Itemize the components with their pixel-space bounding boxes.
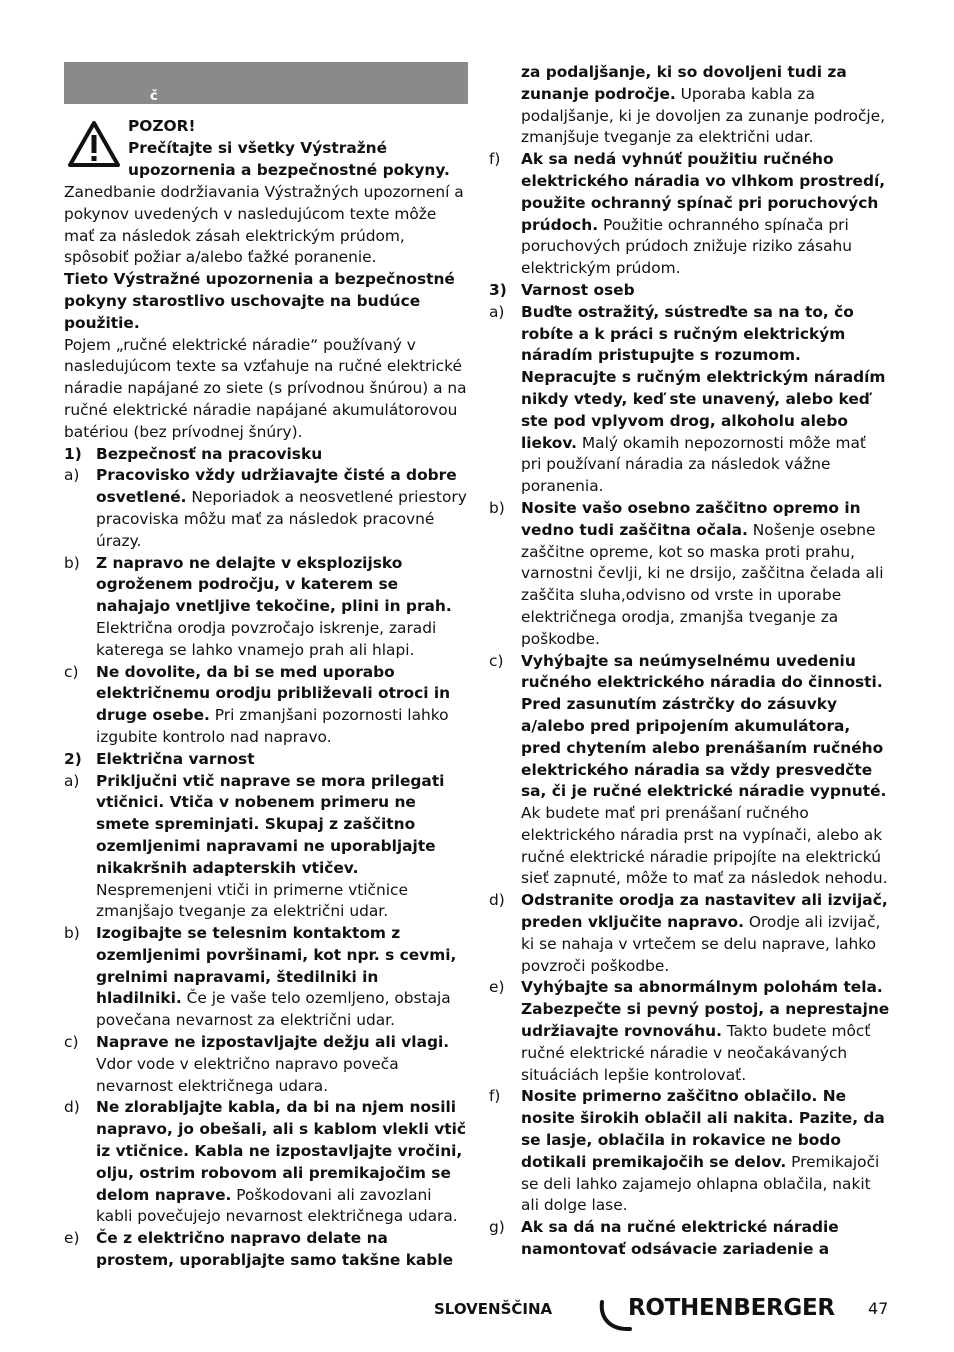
warning-triangle-icon (68, 120, 120, 168)
section-title: Bezpečnosť na pracovisku (96, 444, 323, 463)
item-text: Če je vaše telo ozemljeno, obstaja povečana nevarnost za električni udar. (96, 989, 451, 1030)
list-item (489, 651, 891, 891)
list-marker: f) (489, 150, 501, 169)
section-header-bar (64, 62, 468, 104)
list-marker: b) (489, 498, 505, 517)
section-3-heading (489, 280, 891, 302)
list-marker: e) (489, 978, 505, 997)
item-bold-text: Pracovisko vždy udržiavajte čisté a dobre osvetlené. (96, 466, 457, 507)
list-item (489, 977, 891, 1086)
item-bold-text: Nosite vašo osebno zaščitno opremo in vedno tudi zaščitna očala. (521, 498, 861, 539)
section-1-heading (64, 444, 468, 466)
list-item (489, 149, 891, 280)
page-number: 47 (868, 1299, 889, 1318)
list-item (64, 465, 468, 552)
footer-language: SLOVENŠČINA (434, 1300, 553, 1318)
list-marker: c) (64, 1033, 79, 1052)
item-text: Poškodovani ali zavozlani kabli povečujejo nevarnost električnega udara. (96, 1185, 458, 1226)
section-number: 1) (64, 444, 82, 463)
section-2-list (64, 771, 468, 1272)
section-1-list (64, 465, 468, 748)
item-text: Premikajoči se deli lahko zajamejo ohlapna oblačila, nakit ali dolge lase. (521, 1152, 880, 1215)
section-title: Varnost oseb (521, 280, 635, 299)
item-text: Použitie ochranného spínača pri poruchových prúdoch znižuje riziko zásahu elektrickým prúdom. (521, 215, 853, 278)
intro-paragraph-3: Pojem „ručné elektrické náradie“ používaný v nasledujúcom texte sa vzťahuje na ručné elektrické náradie napájané zo siete (s prívodnou šnúrou) a na ručné elektrické náradie napájané akumulátorovou batériou (bez prívodnej šnúry). (64, 335, 467, 441)
list-marker: e) (64, 1229, 80, 1248)
item-text: Takto budete môcť ručné elektrické náradie v neočakávaných situáciách lepšie kontrolovať. (521, 1022, 871, 1084)
item-text: Pri zmanjšani pozornosti lahko izgubite kontrolo nad napravo. (96, 706, 449, 746)
item-text: Malý okamih nepozornosti môže mať pri používaní náradia za následok vážne poranenia. (521, 433, 866, 496)
section-header-label: č (150, 89, 158, 104)
list-item (64, 923, 468, 1032)
left-column (64, 62, 468, 1272)
list-marker: a) (64, 771, 80, 790)
item-bold-text: Ak sa nedá vyhnúť použitiu ručného elektrického náradia vo vlhkom prostredí, použite ochranný spínač pri poruchových prúdoch. (521, 150, 886, 234)
warning-block (64, 116, 468, 182)
item-bold-text: Če z električno napravo delate na prostem, uporabljajte samo takšne kable (96, 1229, 454, 1270)
item-bold-text: Z napravo ne delajte v eksplozijsko ogroženem področju, v katerem se nahajajo vnetljive tekočine, plini in prah. (96, 553, 452, 616)
item-bold-text: Vyhýbajte sa abnormálnym polohám tela. Zabezpečte si pevný postoj, a neprestajne udržiavajte rovnováhu. (521, 978, 890, 1041)
item-text: Uporaba kabla za podaljšanje, ki je dovoljen za zunanje področje, zmanjšuje tveganje za električni udar. (521, 84, 886, 147)
list-item (64, 1228, 468, 1272)
item-bold-text: Nosite primerno zaščitno oblačilo. Ne nosite širokih oblačil ali nakita. Pazite, da se lasje, oblačila in rokavice ne bodo dotikali premikajočih se delov. (521, 1087, 885, 1171)
list-item (489, 498, 891, 651)
item-bold-text: Odstranite orodja za nastavitev ali izvijač, preden vključite napravo. (521, 891, 888, 932)
list-marker: a) (489, 302, 505, 321)
item-text: Vdor vode v električno napravo poveča nevarnost električnega udara. (96, 1054, 399, 1095)
warning-body: Prečítajte si všetky Výstražné upozornenia a bezpečnostné pokyny. (128, 138, 450, 179)
item-text: Nespremenjeni vtiči in primerne vtičnice zmanjšajo tveganje za električni udar. (96, 880, 408, 921)
list-marker: d) (489, 891, 505, 910)
item-bold-text: Ne zlorabljajte kabla, da bi na njem nosili napravo, jo obešali, ali s kablom vlekli vtič iz vtičnice. Kabla ne izpostavljajte vročini, olju, ostrim robovom ali premikajočim se delom naprave. (96, 1098, 467, 1204)
item-bold-text: Ak sa dá na ručné elektrické náradie namontovať odsávacie zariadenie a (521, 1218, 839, 1259)
item-text: Nošenje osebne zaščitne opreme, kot so maska proti prahu, varnostni čevlji, ki ne drsijo, zaščitna čelada ali zaščita sluha,odvisno od vrste in uporabe električnega orodja, zmanjša tveganje za poškodbe. (521, 520, 884, 648)
list-item-continuation (489, 62, 891, 149)
item-bold-text: za podaljšanje, ki so dovoljeni tudi za zunanje področje. (521, 63, 847, 103)
list-marker: d) (64, 1098, 80, 1117)
section-3-list (489, 302, 891, 1261)
item-text: Električna orodja povzročajo iskrenje, zaradi katerega se lahko vnamejo prah ali hlapi. (96, 618, 437, 659)
intro-paragraph-1: Zanedbanie dodržiavania Výstražných upozornení a pokynov uvedených v nasledujúcom texte môže mať za následok zásah elektrickým prúdom, spôsobiť požiar a/alebo ťažké poranenie. (64, 183, 464, 267)
section-2-list-continued (489, 149, 891, 280)
list-item (489, 1217, 891, 1261)
list-item (64, 553, 468, 662)
right-column (489, 62, 891, 1261)
list-marker: g) (489, 1218, 505, 1237)
item-bold-text: Ne dovolite, da bi se med uporabo električnemu orodju približevali otroci in druge osebe. (96, 662, 451, 725)
item-bold-text: Priključni vtič naprave se mora prilegati vtičnici. Vtiča v nobenem primeru ne smete spreminjati. Skupaj z zaščitno ozemljenimi napravami ne uporabljajte nikakršnih adapterskih vtičev. (96, 771, 445, 877)
item-bold-text: Naprave ne izpostavljajte dežju ali vlagi. (96, 1033, 450, 1052)
warning-title: POZOR! (128, 117, 196, 135)
item-text: Neporiadok a neosvetlené priestory pracoviska môžu mať za následok pracovné úrazy. (96, 488, 467, 550)
section-number: 3) (489, 280, 507, 299)
list-marker: a) (64, 466, 80, 485)
list-marker: b) (64, 553, 80, 572)
list-item (64, 1097, 468, 1228)
section-title: Električna varnost (96, 749, 255, 768)
item-bold-text: Vyhýbajte sa neúmyselnému uvedeniu ručného elektrického náradia do činnosti. Pred zasunutím zástrčky do zásuvky a/alebo pred pripojením akumulátora, pred chytením alebo prenášaním ručného elektrického náradia sa vždy presvedčte sa, či je ručné elektrické náradie vypnuté. (521, 651, 887, 801)
section-2-heading (64, 749, 468, 771)
intro-paragraph-2: Tieto Výstražné upozornenia a bezpečnostné pokyny starostlivo uschovajte na budúce použitie. (64, 270, 455, 332)
list-item (64, 1032, 468, 1097)
footer-brand: ROTHENBERGER (628, 1295, 835, 1321)
list-marker: c) (489, 651, 504, 670)
item-bold-text: Izogibajte se telesnim kontaktom z ozemljenimi površinami, kot npr. s cevmi, grelnimi napravami, štedilniki in hladilniki. (96, 924, 457, 1008)
section-number: 2) (64, 749, 82, 768)
item-text: Orodje ali izvijač, ki se nahaja v vrtečem se delu naprave, lahko povzroči poškodbe. (521, 913, 881, 975)
page-footer (0, 1296, 954, 1336)
list-item (489, 302, 891, 498)
list-item (489, 1086, 891, 1217)
list-marker: c) (64, 662, 79, 681)
list-marker: b) (64, 924, 80, 943)
item-text: Ak budete mať pri prenášaní ručného elektrického náradia prst na vypínači, alebo ak ručné elektrické náradie pripojíte na elektrickú sieť zapnuté, môže to mať za následok nehodu. (521, 804, 888, 888)
item-bold-text: Buďte ostražitý, sústreďte sa na to, čo robíte a k práci s ručným elektrickým náradím pristupujte s rozumom. Nepracujte s ručným elektrickým náradím nikdy vtedy, keď ste unavený, alebo keď ste pod vplyvom drog, alkoholu alebo liekov. (521, 302, 886, 452)
list-item (489, 890, 891, 977)
list-item (64, 771, 468, 924)
list-item (64, 662, 468, 749)
list-marker: f) (489, 1087, 501, 1106)
